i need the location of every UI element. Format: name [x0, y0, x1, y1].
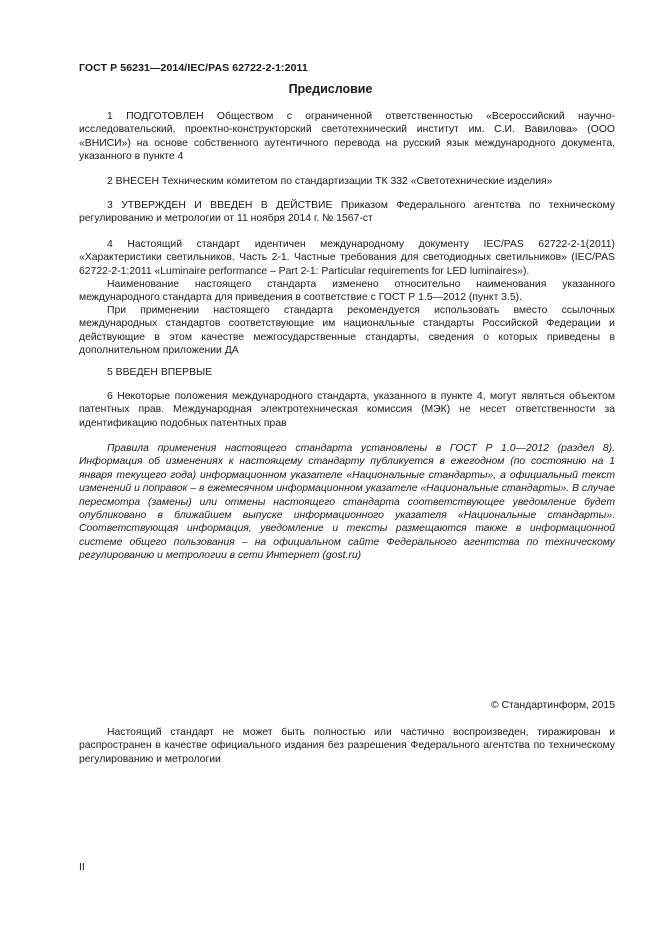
- paragraph-1-prepared: 1 ПОДГОТОВЛЕН Обществом с ограниченной ответственностью «Всероссийский научно-исследовательский, проектно-конструкторский светотехнический институт им. С.И. Вавилова» (ООО «ВНИСИ») на основе собственного аутентичного перевода на русский язык международного документа, указанного в пункте 4: [79, 111, 615, 163]
- page-number: II: [79, 861, 85, 873]
- paragraph-application-rules: Правила применения настоящего стандарта установлены в ГОСТ Р 1.0—2012 (раздел 8). Информация об изменениях к настоящему стандарту публикуется в ежегодном (по состоянию на 1 января текущего года) информационном указателе «Национальные стандарты», а официальный текст изменений и поправок – в ежемесячном информационном указателе «Национальные стандарты». В случае пересмотра (замены) или отмены настоящего стандарта соответствующее уведомление будет опубликовано в ближайшем выпуске информационного указателя «Национальные стандарты». Соответствующая информация, уведомление и тексты размещаются также в информационной системе общего пользования – на официальном сайте Федерального агентства по техническому регулированию и метрологии в сети Интернет (gost.ru): [79, 443, 615, 562]
- paragraph-4-identical: 4 Настоящий стандарт идентичен международному документу IEC/PAS 62722-2-1(2011) «Характеристики светильников. Часть 2-1. Частные требования для светодиодных светильников» (IEC/PAS 62722-2-1:2011 «Luminaire performance – Part 2-1: Particular requirements for LED luminaires»).: [79, 239, 615, 277]
- paragraph-6-patents: 6 Некоторые положения международного стандарта, указанного в пункте 4, могут являться объектом патентных прав. Международная электротехническая комиссия (МЭК) не несет ответственности за идентификацию подобных патентных прав: [79, 391, 615, 429]
- paragraph-2-submitted: 2 ВНЕСЕН Техническим комитетом по стандартизации ТК 332 «Светотехнические изделия»: [107, 176, 553, 187]
- paragraph-4-name-change: Наименование настоящего стандарта изменено относительно наименования указанного международного стандарта для приведения в соответствие с ГОСТ Р 1.5—2012 (пункт 3.5).: [79, 279, 615, 304]
- paragraph-3-approved: 3 УТВЕРЖДЕН И ВВЕДЕН В ДЕЙСТВИЕ Приказом Федерального агентства по техническому регулированию и метрологии от 11 ноября 2014 г. № 1567-ст: [79, 200, 615, 225]
- page-title: Предисловие: [288, 82, 373, 96]
- paragraph-5-first-introduced: 5 ВВЕДЕН ВПЕРВЫЕ: [107, 367, 213, 378]
- copyright-line: © Стандартинформ, 2015: [490, 700, 615, 711]
- legal-notice: Настоящий стандарт не может быть полностью или частично воспроизведен, тиражирован и распространен в качестве официального издания без разрешения Федерального агентства по техническому регулированию и метрологии: [79, 727, 615, 765]
- paragraph-4-references: При применении настоящего стандарта рекомендуется использовать вместо ссылочных международных стандартов соответствующие им национальные стандарты Российской Федерации и действующие в этом качестве межгосударственные стандарты, сведения о которых приведены в дополнительном приложении ДА: [79, 305, 615, 357]
- document-header: ГОСТ Р 56231—2014/IEC/PAS 62722-2-1:2011: [79, 62, 308, 74]
